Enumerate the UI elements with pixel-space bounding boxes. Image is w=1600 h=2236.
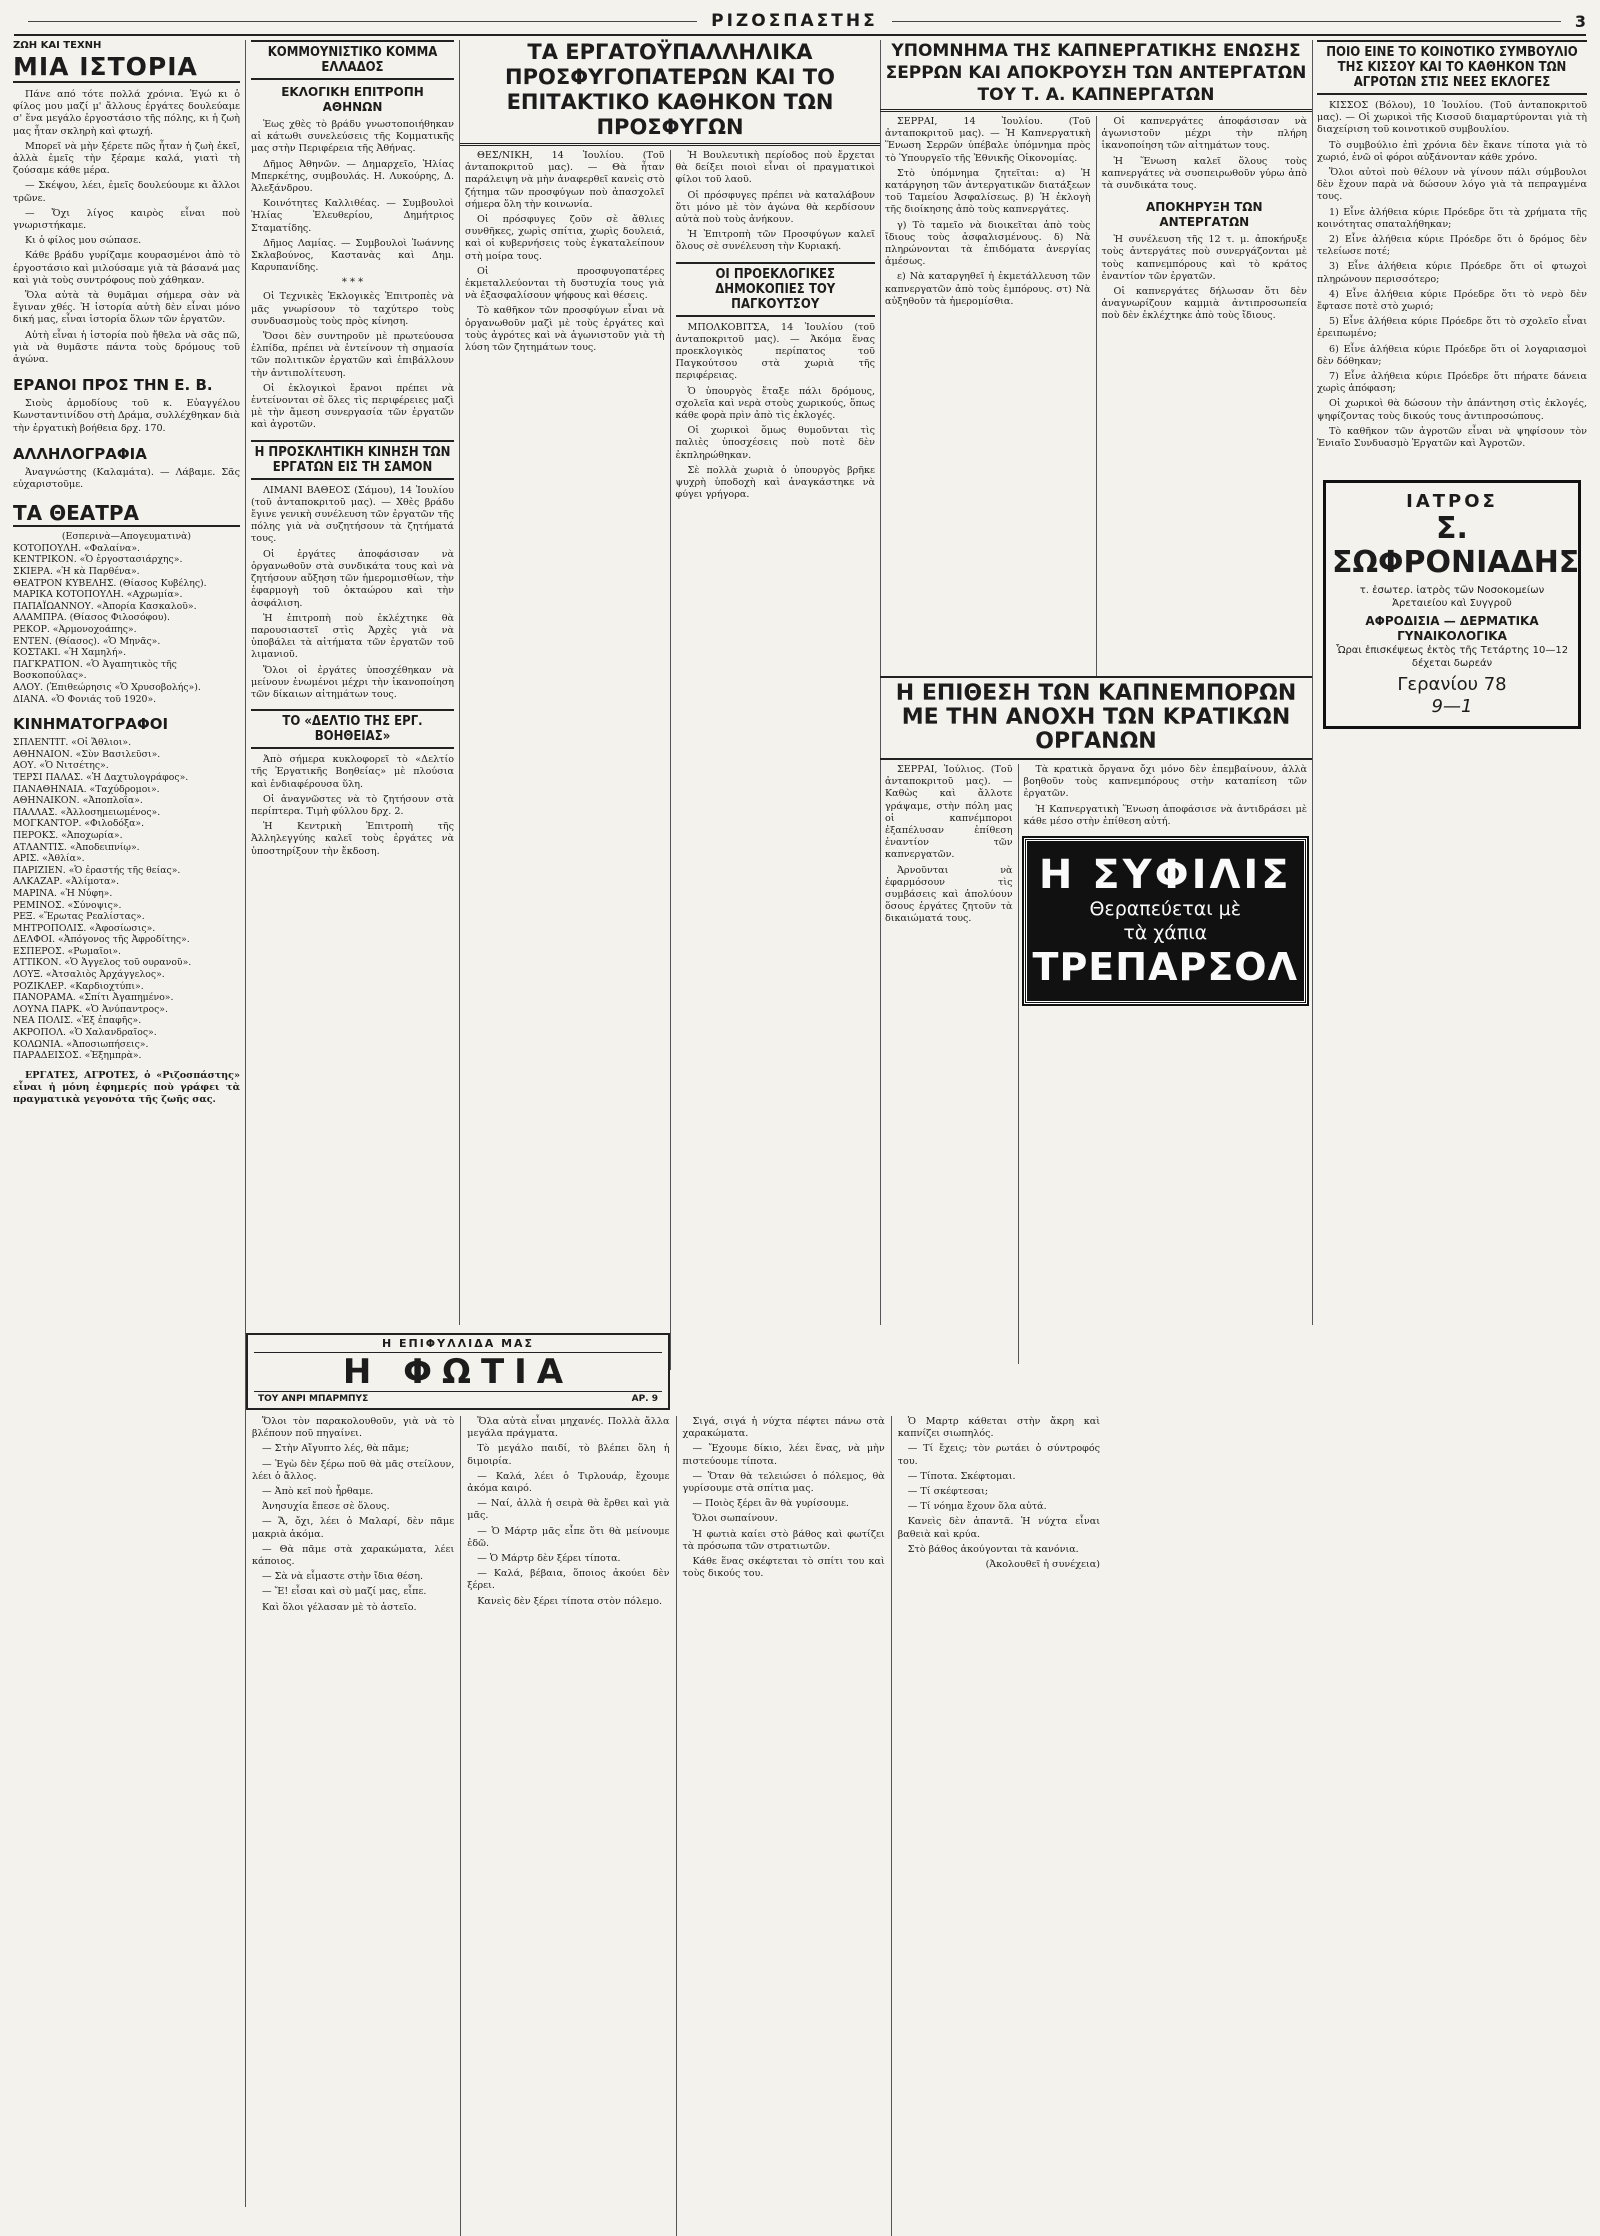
serial-line: — Ἔ! εἶσαι καὶ σὺ μαζί μας, εἶπε. <box>262 1586 427 1598</box>
list-item: ΑΟΥ. «Ὁ Νιτσέτης». <box>13 760 109 772</box>
refugees-heading: ΤΑ ΕΡΓΑΤΟΫΠΑΛΛΗΛΙΚΑ ΠΡΟΣΦΥΓΟΠΑΤΕΡΩΝ ΚΑΙ ΤΟ ΕΠΙΤΑΚΤΙΚΟ ΚΑΘΗΚΟΝ ΤΩΝ ΠΡΟΣΦΥΓΩΝ <box>460 40 880 146</box>
article-paragraph: Ὅλοι οἱ ἐργάτες ὑποσχέθηκαν νὰ μείνουν ἑνωμένοι μέχρι τὴν ἱκανοποίηση τῶν δίκαιων αἰτημάτων τους. <box>251 664 454 700</box>
serial-masthead <box>246 1333 670 1410</box>
masthead <box>14 8 1586 36</box>
article-paragraph: Οἱ καπνεργάτες δήλωσαν ὅτι δὲν ἀναγνωρίζουν καμμιὰ ἀντιπροσωπεία ποὺ δὲν ἐκλέχτηκε ἀπὸ τοὺς ἴδιους. <box>1101 286 1307 322</box>
ad-doctor-title: ΙΑΤΡΟΣ <box>1406 491 1498 513</box>
article-paragraph: Ἀπὸ σήμερα κυκλοφορεῖ τὸ «Δελτίο τῆς Ἐργατικῆς Βοηθείας» μὲ πλούσια καὶ ἐνδιαφέρουσα ὕλη. <box>251 754 454 790</box>
serial-line: Στὸ βάθος ἀκούγονται τὰ κανόνια. <box>907 1543 1079 1555</box>
column-2 <box>246 40 460 1325</box>
serial-title: Η ΦΩΤΙΑ <box>254 1352 662 1392</box>
story-paragraph: Ὅλα αὐτὰ τὰ θυμᾶμαι σήμερα σὰν νὰ ἔγιναν χθές. Ἡ ἱστορία αὐτὴ δὲν εἶναι μόνο δική μας, εἶναι ἱστορία ὅλων τῶν ἐργατῶν. <box>13 290 240 326</box>
serial-section <box>246 1333 1106 2207</box>
list-item: ΚΟΣΤΑΚΙ. «Ἡ Χαμηλή». <box>13 647 127 659</box>
serial-line: — Ὅταν θὰ τελειώσει ὁ πόλεμος, θὰ γυρίσουμε στὰ σπίτια μας. <box>682 1470 885 1495</box>
list-item: ΔΕΛΦΟΙ. «Ἀπόγονος τῆς Ἀφροδίτης». <box>13 934 190 946</box>
serial-line: — Τί νόημα ἔχουν ὅλα αὐτά. <box>907 1501 1047 1513</box>
list-item: ΕΣΠΕΡΟΣ. «Ρωμαῖοι». <box>13 945 121 957</box>
serial-col-1 <box>246 1416 461 2236</box>
article-paragraph: ΛΙΜΑΝΙ ΒΑΘΕΟΣ (Σάμου), 14 Ἰουλίου (τοῦ ἀνταποκριτοῦ μας). — Χθὲς βράδυ ἔγινε γενικὴ συνέλευση τῶν ἐργατῶν τῆς πόλης γιὰ νὰ συζητήσουν τὰ ζητήματά τους. <box>251 484 454 545</box>
article-paragraph: ΚΙΣΣΟΣ (Βόλου), 10 Ἰουλίου. (Τοῦ ἀνταποκριτοῦ μας). — Οἱ χωρικοὶ τῆς Κισσοῦ διαμαρτύρονται γιὰ τὴ διαχείριση τοῦ κοινοτικοῦ συμβουλίου. <box>1317 100 1587 136</box>
article-paragraph: Ἡ ἐπιτροπὴ ποὺ ἐκλέχτηκε θὰ παρουσιαστεῖ στὶς Ἀρχὲς γιὰ νὰ ὑποβάλει τὰ αἰτήματα τῶν ἐργατῶν τοῦ λιμανιοῦ. <box>251 612 454 661</box>
serial-line: Καὶ ὅλοι γέλασαν μὲ τὸ ἀστεῖο. <box>262 1601 417 1613</box>
merchants-col-a <box>880 764 1019 1364</box>
list-item: ΝΕΑ ΠΟΛΙΣ. «Ἐξ ἐπαφῆς». <box>13 1015 142 1027</box>
serial-line: — Ποιὸς ξέρει ἂν θὰ γυρίσουμε. <box>692 1498 849 1510</box>
article-paragraph: Τὸ καθῆκον τῶν ἀγροτῶν εἶναι νὰ ψηφίσουν τὸν Ἑνιαῖο Συνδυασμὸ Ἐργατῶν καὶ Ἀγροτῶν. <box>1317 425 1587 450</box>
list-item: ΑΤΛΑΝΤΙΣ. «Ἀποδειπνίῳ». <box>13 841 140 853</box>
story-paragraph: — Ὄχι λίγος καιρὸς εἶναι ποὺ γνωριστήκαμε. <box>13 207 240 232</box>
ad-doctor-name: Σ. ΣΩΦΡΟΝΙΑΔΗΣ <box>1332 511 1580 581</box>
list-item: ΛΟΥΞ. «Ἀτσαλιὸς Ἀρχάγγελος». <box>13 969 165 981</box>
article-paragraph: Τὰ κρατικὰ ὄργανα ὄχι μόνο δὲν ἐπεμβαίνουν, ἀλλὰ βοηθοῦν τοὺς καπνεμπόρους στὴν καταπίεση τῶν ἐργατῶν. <box>1023 764 1307 800</box>
serial-line: — Θὰ πᾶμε στὰ χαρακώματα, λέει κάποιος. <box>252 1543 455 1568</box>
list-item: ΜΑΡΙΝΑ. «Ἡ Νύφη». <box>13 887 113 899</box>
story-paragraph: Πάνε από τότε πολλά χρόνια. Ἐγώ κι ὁ φίλος μου μαζί μ' ἄλλους ἐργάτες δουλεύαμε σ' ἕνα μεγάλο ἐργοστάσιο τῆς πόλης, κι ἡ ζωὴ μας ἦταν σκληρὴ καὶ φτωχή. <box>13 89 240 137</box>
separator-stars: * * * <box>341 277 364 289</box>
list-item: ΠΑΝΑΘΗΝΑΙΑ. «Ταχύδρομοι». <box>13 783 160 795</box>
article-paragraph: 1) Εἶνε ἀλήθεια κύριε Πρόεδρε ὅτι τὰ χρήματα τῆς κοινότητας σπαταλήθηκαν; <box>1317 206 1587 230</box>
refugees-section <box>460 40 881 1325</box>
article-paragraph: Στὸ ὑπόμνημα ζητεῖται: α) Ἡ κατάργηση τῶν ἀντεργατικῶν διατάξεων τοῦ Ταμείου Ἀσφαλίσεως. β) Ἡ ἐκλογὴ τῆς διοίκησης ἀπὸ τοὺς καπνεργάτες. <box>885 167 1091 216</box>
story-paragraph: Μπορεῖ νὰ μὴν ξέρετε πῶς ἦταν ἡ ζωὴ ἐκεῖ, ἀλλὰ ἐμεῖς τὴν ξέραμε καλά, γιατὶ τὴ ζούσαμε κάθε μέρα. <box>13 140 240 177</box>
list-item: ΤΕΡΣΙ ΠΑΛΑΣ. «Ἡ Δαχτυλογράφος». <box>13 771 189 783</box>
ad-brand: ΤΡΕΠΑΡΣΟΛ <box>1032 945 1298 990</box>
story-title: ΜΙΑ ΙΣΤΟΡΙΑ <box>13 53 240 83</box>
serial-line: Κανεὶς δὲν ἀπαντᾶ. Ἡ νύχτα εἶναι βαθειὰ καὶ κρύα. <box>897 1516 1100 1540</box>
article-paragraph: Οἱ καπνεργάτες ἀποφάσισαν νὰ ἀγωνιστοῦν μέχρι τὴν πλήρη ἱκανοποίηση τῶν αἰτημάτων τους. <box>1101 116 1307 152</box>
article-paragraph: Οἱ Τεχνικὲς Ἐκλογικὲς Ἐπιτροπὲς νὰ μᾶς γνωρίσουν τὸ ταχύτερο τοὺς συνδυασμοὺς τοὺς πρὸς κίνηση. <box>251 291 454 327</box>
merchants-attack-heading: Η ΕΠΙΘΕΣΗ ΤΩΝ ΚΑΠΝΕΜΠΟΡΩΝ ΜΕ ΤΗΝ ΑΝΟΧΗ ΤΩΝ ΚΡΑΤΙΚΩΝ ΟΡΓΑΝΩΝ <box>880 676 1312 760</box>
ad-doctor-time: 9—1 <box>1431 696 1473 718</box>
list-item: ΡΕΚΟΡ. «Ἀρμονοχοάπης». <box>13 624 137 636</box>
article-paragraph: ΣΕΡΡΑΙ, 14 Ἰουλίου. (Τοῦ ἀνταποκριτοῦ μας). — Ἡ Καπνεργατικὴ Ἕνωση Σερρῶν ὑπέβαλε ὑπόμνημα πρὸς τὸ Ὑπουργεῖο τῆς Ἐθνικῆς Οἰκονομίας. <box>885 116 1091 164</box>
article-paragraph: Ὅλοι αὐτοὶ ποὺ θέλουν νὰ γίνουν πάλι σύμβουλοι δὲν ἔχουν παρὰ νὰ δώσουν λόγο γιὰ τὰ πεπραγμένα τους. <box>1317 167 1587 203</box>
list-item: ΔΙΑΝΑ. «Ὁ Φονιάς τοῦ 1920». <box>13 693 157 705</box>
article-paragraph: Ἡ Ἐπιτροπὴ τῶν Προσφύγων καλεῖ ὅλους σὲ συνέλευση τὴν Κυριακή. <box>675 229 875 253</box>
party-subheading: ΕΚΛΟΓΙΚΗ ΕΠΙΤΡΟΠΗ ΑΘΗΝΩΝ <box>281 85 424 114</box>
article-paragraph: Δῆμος Λαμίας. — Συμβουλοὶ Ἰωάννης Σκλαβούνος, Καστανὰς καὶ Δημ. Καρυπανίδης. <box>251 237 454 274</box>
ad-line: τὰ χάπια <box>1123 922 1208 945</box>
article-paragraph: Οἱ ἐκλογικοὶ ἔρανοι πρέπει νὰ ἐντείνονται σὲ ὅλες τὶς περιφέρειες μαζὶ μὲ τὴν ἄμεση συνεργασία τῶν ἐργατῶν καὶ ἀγροτῶν. <box>251 382 454 431</box>
serial-line: Ἀνησυχία ἔπεσε σὲ ὅλους. <box>262 1501 390 1513</box>
theatres-heading: ΤΑ ΘΕΑΤΡΑ <box>13 501 240 527</box>
list-item: ΘΕΑΤΡΟΝ ΚΥΒΕΛΗΣ. (Θίασος Κυβέλης). <box>13 577 207 589</box>
ad-doctor-specialty: ΑΦΡΟΔΙΣΙΑ — ΔΕΡΜΑΤΙΚΑ ΓΥΝΑΙΚΟΛΟΓΙΚΑ <box>1365 614 1539 644</box>
article-paragraph: 4) Εἶνε ἀλήθεια κύριε Πρόεδρε ὅτι τὸ νερὸ δὲν ἔφτασε ποτὲ στὸ χωριό; <box>1317 288 1587 313</box>
tobacco-col-a <box>880 116 1097 676</box>
footer-note: ΕΡΓΑΤΕΣ, ΑΓΡΟΤΕΣ, ὁ «Ριζοσπάστης» εἶναι ἡ μόνη ἐφημερίς ποὺ γράφει τὰ πραγματικὰ γεγονότα τῆς ζωῆς σας. <box>13 1069 240 1106</box>
list-item: ΡΕΜΙΝΟΣ. «Σύνοψις». <box>13 899 122 911</box>
party-heading: ΚΟΜΜΟΥΝΙΣΤΙΚΟ ΚΟΜΜΑ ΕΛΛΑΔΟΣ <box>251 40 454 80</box>
tobacco-heading: ΥΠΟΜΝΗΜΑ ΤΗΣ ΚΑΠΝΕΡΓΑΤΙΚΗΣ ΕΝΩΣΗΣ ΣΕΡΡΩΝ ΚΑΙ ΑΠΟΚΡΟΥΣΗ ΤΩΝ ΑΝΤΕΡΓΑΤΩΝ ΤΟΥ Τ. Α. ΚΑΠΝΕΡΓΑΤΩΝ <box>880 40 1312 112</box>
serial-line: — Τίποτα. Σκέφτομαι. <box>907 1470 1016 1482</box>
list-item: ΠΑΡΙΖΙΕΝ. «Ὁ ἐραστής τῆς θείας». <box>13 864 181 876</box>
article-paragraph: Ὅσοι δὲν συντηροῦν μὲ πρωτεύουσα ἐλπίδα, πρέπει νὰ ἐντείνουν τὴ σημασία τῶν πολιτικῶν ἐργατῶν καὶ ἐπιβάλλουν τὴν ἀντιπολίτευση. <box>251 331 454 379</box>
article-paragraph: Οἱ πρόσφυγες ζοῦν σὲ ἄθλιες συνθῆκες, χωρὶς σπίτια, χωρὶς δουλειά, καὶ οἱ κυβερνήσεις τοὺς ἐγκαταλείπουν στὴ μοίρα τους. <box>465 214 665 262</box>
list-item: ΚΟΤΟΠΟΥΛΗ. «Φαλαίνα». <box>13 542 140 554</box>
serial-label: Η ΕΠΙΦΥΛΛΙΔΑ ΜΑΣ <box>381 1337 535 1350</box>
serial-col-2 <box>461 1416 676 2236</box>
serial-line: Τὸ μεγάλο παιδί, τὸ βλέπει ὅλη ἡ διμοιρία. <box>467 1443 670 1467</box>
serial-line: — Ἔχουμε δίκιο, λέει ἕνας, νὰ μὴν πιστεύουμε τίποτα. <box>682 1443 885 1467</box>
article-paragraph: Οἱ χωρικοὶ θὰ δώσουν τὴν ἀπάντηση στὶς ἐκλογές, ψηφίζοντας τοὺς δικούς τους ἀντιπροσώπους. <box>1317 398 1587 422</box>
denunciation-subheading: ΑΠΟΚΗΡΥΞΗ ΤΩΝ ΑΝΤΕΡΓΑΤΩΝ <box>1145 200 1263 230</box>
serial-line: — Καλά, λέει ὁ Τιρλουάρ, ἔχουμε ἀκόμα καιρό. <box>467 1470 670 1495</box>
list-item: ΠΑΝΟΡΑΜΑ. «Σπίτι Ἀγαπημένο». <box>13 992 174 1004</box>
article-paragraph: Σὲ πολλὰ χωριὰ ὁ ὑπουργὸς βρῆκε ψυχρὴ ὑποδοχὴ καὶ ἀναγκάστηκε νὰ φύγει γρήγορα. <box>675 464 875 501</box>
tobacco-section <box>880 40 1313 1325</box>
refugees-col-a <box>460 150 671 1370</box>
mail-text: Ἀναγνώστης (Καλαμάτα). — Λάβαμε. Σᾶς εὐχαριστοῦμε. <box>13 466 240 491</box>
serial-line: — Ἀπὸ κεῖ ποὺ ἦρθαμε. <box>262 1486 374 1498</box>
list-item: ΜΟΓΚΑΝΤΟΡ. «Φιλοδόξα». <box>13 818 145 830</box>
article-paragraph: ΘΕΣ/ΝΙΚΗ, 14 Ἰουλίου. (Τοῦ ἀνταποκριτοῦ μας). — Θὰ ἦταν παράλειψη νὰ μὴν ἀναφερθεῖ κανεὶς στὸ ζήτημα τῶν προσφύγων ποὺ ἀπασχολεῖ σήμερα ὅλη τὴν κοινωνία. <box>465 150 665 210</box>
serial-line: Ὅλοι σωπαίνουν. <box>692 1513 778 1525</box>
serial-line: Ὅλα αὐτὰ εἶναι μηχανές. Πολλὰ ἄλλα μεγάλα πράγματα. <box>467 1416 670 1440</box>
list-item: ΠΑΠΑΪΩΑΝΝΟΥ. «Ἀπορία Κασκαλοῦ». <box>13 600 197 612</box>
list-item: ΑΤΤΙΚΟΝ. «Ὁ Ἀγγελος τοῦ ουρανοῦ». <box>13 957 192 969</box>
story-paragraph: Αὐτὴ εἶναι ἡ ἱστορία ποὺ ἤθελα νὰ σᾶς πῶ, γιὰ νὰ θυμᾶστε πάντα τοὺς δρόμους τοῦ ἀγώνα. <box>13 329 240 366</box>
list-item: ΑΘΗΝΑΙΚΟΝ. «Ἀποπλοΐα». <box>13 795 143 807</box>
ad-doctor-hours: Ὧραι ἐπισκέψεως ἐκτὸς τῆς Τετάρτης 10—12 δέχεται δωρεάν <box>1335 645 1569 670</box>
list-item: ΚΕΝΤΡΙΚΟΝ. «Ὁ ἐργοστασιάρχης». <box>13 554 183 566</box>
column-5 <box>1312 40 1592 2207</box>
list-item: ΑΡΙΣ. «Ἀθλία». <box>13 853 85 865</box>
serial-line: — Ἄ, ὄχι, λέει ὁ Μαλαρί, δὲν πᾶμε μακριὰ ἀκόμα. <box>252 1516 455 1540</box>
cinemas-list <box>13 737 240 1062</box>
article-paragraph: Κοινότητες Καλλιθέας. — Συμβουλοὶ Ἠλίας Ἐλευθερίου, Δημήτριος Σταματίδης. <box>251 198 454 234</box>
article-paragraph: Οἱ ἀναγνῶστες νὰ τὸ ζητήσουν στὰ περίπτερα. Τιμὴ φύλλου δρχ. 2. <box>251 793 454 817</box>
serial-line: Κανεὶς δὲν ξέρει τίποτα στὸν πόλεμο. <box>477 1595 663 1607</box>
list-item: ΣΚΙΕΡΑ. «Ἡ κὰ Παρθένα». <box>13 566 140 578</box>
article-paragraph: 3) Εἶνε ἀλήθεια κύριε Πρόεδρε ὅτι οἱ φτωχοὶ πληρώνουν περισσότερο; <box>1317 261 1587 285</box>
list-item: ΠΕΡΟΚΣ. «Ἀποχωρία». <box>13 829 123 841</box>
serial-line: Ὅλοι τὸν παρακολουθοῦν, γιὰ νὰ τὸ βλέπουν ποῦ πηγαίνει. <box>252 1416 455 1440</box>
ad-headline: Η ΣΥΦΙΛΙΣ <box>1038 852 1292 899</box>
article-paragraph: γ) Τὸ ταμεῖο νὰ διοικεῖται ἀπὸ τοὺς ἴδιους τοὺς ἀσφαλισμένους. δ) Νὰ πληρώνονται τὰ ἐπιδόματα ἀνεργίας ἀμέσως. <box>885 219 1091 268</box>
theatres-subheading: (Εσπερινὰ—Απογευματινὰ) <box>61 531 192 543</box>
serial-author: ΤΟΥ ΑΝΡΙ ΜΠΑΡΜΠΥΣ <box>258 1394 369 1404</box>
article-paragraph: Τὸ καθῆκον τῶν προσφύγων εἶναι νὰ ὀργανωθοῦν μαζὶ μὲ τοὺς ἐργάτες καὶ τοὺς ἀγρότες καὶ νὰ ἀγωνιστοῦν γιὰ τὴ λύση τῶν ζητημάτων τους. <box>465 305 665 354</box>
kissos-heading: ΠΟΙΟ ΕΙΝΕ ΤΟ ΚΟΙΝΟΤΙΚΟ ΣΥΜΒΟΥΛΙΟ ΤΗΣ ΚΙΣΣΟΥ ΚΑΙ ΤΟ ΚΑΘΗΚΟΝ ΤΩΝ ΑΓΡΟΤΩΝ ΣΤΙΣ ΝΕΕΣ ΕΚΛΟΓΕΣ <box>1317 40 1587 95</box>
serial-col-4 <box>892 1416 1106 2236</box>
ad-doctor-address: Γερανίου 78 <box>1397 674 1507 696</box>
article-paragraph: Οἱ πρόσφυγες πρέπει νὰ καταλάβουν ὅτι μόνο μὲ τὸν ἀγώνα θὰ κερδίσουν αὐτὰ ποὺ τοὺς ἀνήκουν. <box>675 189 875 226</box>
merchants-columns <box>880 764 1312 1364</box>
article-paragraph: Ἡ Κεντρικὴ Ἐπιτροπὴ τῆς Ἀλληλεγγύης καλεῖ τοὺς ἐργάτες νὰ ὑποστηρίξουν τὴν ἔκδοση. <box>251 821 454 857</box>
serial-byline-row <box>248 1394 668 1404</box>
article-paragraph: Ἡ συνέλευση τῆς 12 τ. μ. ἀποκήρυξε τοὺς ἀντεργάτες ποὺ συνεργάζονται μὲ τοὺς καπνεμπόρους καὶ τὸ κράτος ἐναντίον τῶν ἐργατῶν. <box>1101 234 1307 282</box>
article-paragraph: Δῆμος Ἀθηνῶν. — Δημαρχεῖο, Ἠλίας Μπερκέτης, συμβουλάς. Η. Λυκούρης, Δ. Ἀλεξάνδρου. <box>251 158 454 195</box>
cinemas-heading: ΚΙΝΗΜΑΤΟΓΡΑΦΟΙ <box>13 715 169 734</box>
serial-line: — Καλά, βέβαια, ὅποιος ἀκούει δὲν ξέρει. <box>467 1568 670 1592</box>
article-paragraph: Ἡ Ἕνωση καλεῖ ὅλους τοὺς καπνεργάτες νὰ συσπειρωθοῦν γύρω ἀπὸ τὰ συνδικάτα τους. <box>1101 155 1307 192</box>
eranoi-text: Σιοὺς ἀρμοδίους τοῦ κ. Εὐαγγέλου Κωνσταντινίδου στὴ Δράμα, συλλέχθηκαν διὰ τὴν ἐργατικὴ βοήθεια δρχ. 170. <box>13 398 240 434</box>
serial-line: Ὁ Μαρτρ κάθεται στὴν ἄκρη καὶ καπνίζει σιωπηλός. <box>897 1416 1100 1440</box>
list-item: ΡΕΞ. «Ἔρωτας Ρεαλίστας». <box>13 911 145 923</box>
list-item: ΑΘΗΝΑΙΟΝ. «Σὺν Βασιλεῦσι». <box>13 748 161 760</box>
list-item: ΜΗΤΡΟΠΟΛΙΣ. «Ἀφοσίωσις». <box>13 922 156 934</box>
serial-continued-note: (Ἀκολουθεῖ ἡ συνέχεια) <box>985 1559 1100 1571</box>
list-item: ΚΟΛΩΝΙΑ. «Ἀποσιωπήσεις». <box>13 1038 149 1050</box>
masthead-rule-right <box>892 21 1561 22</box>
ad-line: Θεραπεύεται μὲ <box>1089 898 1242 921</box>
article-paragraph: Ἡ Καπνεργατικὴ Ἕνωση ἀποφάσισε νὰ ἀντιδράσει μὲ κάθε μέσο στὴν ἐπίθεση αὐτή. <box>1023 803 1307 827</box>
article-paragraph: ΜΠΟΛΚΟΒΙΤΣΑ, 14 Ἰουλίου (τοῦ ἀνταποκριτοῦ μας). — Ἀκόμα ἕνας προεκλογικὸς περίπατος τοῦ Παγκούτσου στὰ χωριὰ τῆς περιφέρειας. <box>675 321 875 382</box>
serial-line: Σιγά, σιγά ἡ νύχτα πέφτει πάνω στὰ χαρακώματα. <box>682 1416 885 1440</box>
serial-line: — Τί ἔχεις; τὸν ρωτάει ὁ σύντροφός του. <box>897 1443 1100 1467</box>
article-paragraph: Ἀρνοῦνται νὰ ἐφαρμόσουν τὶς συμβάσεις καὶ ἀπολύουν ὅσους ἐργάτες ζητοῦν τὰ δικαιώματά τους. <box>885 864 1013 925</box>
list-item: ΑΛΚΑΖΑΡ. «Ἀλίμοτα». <box>13 876 120 888</box>
article-paragraph: 5) Εἶνε ἀλήθεια κύριε Πρόεδρε ὅτι τὸ σχολεῖο εἶναι ἐρειπωμένο; <box>1317 316 1587 340</box>
serial-number: ΑΡ. 9 <box>631 1394 658 1404</box>
section-kicker: ΖΩΗ ΚΑΙ ΤΕΧΝΗ <box>13 40 102 51</box>
list-item: ΑΛΑΜΠΡΑ. (Θίασος Φιλοσόφου). <box>13 612 170 624</box>
serial-line: Ἡ φωτιὰ καίει στὸ βάθος καὶ φωτίζει τὰ πρόσωπα τῶν στρατιωτῶν. <box>682 1528 885 1552</box>
list-item: ΕΝΤΕΝ. (Θίασος). «Ὁ Μηνᾶς». <box>13 635 161 647</box>
list-item: ΛΟΥΝΑ ΠΑΡΚ. «Ὁ Ἀνύπαντρος». <box>13 1003 168 1015</box>
masthead-rule-left <box>28 21 697 22</box>
story-paragraph: Κι ὁ φίλος μου σώπασε. <box>25 235 142 247</box>
theatres-list <box>13 543 240 705</box>
article-paragraph: Τὸ συμβούλιο ἐπὶ χρόνια δὲν ἔκανε τίποτα γιὰ τὸ χωριό, ἐνῶ οἱ φόροι αὐξάνονταν κάθε χρόνο. <box>1317 139 1587 163</box>
serial-line: Κάθε ἕνας σκέφτεται τὸ σπίτι του καὶ τοὺς δικούς του. <box>682 1556 885 1580</box>
page-number: 3 <box>1574 11 1586 31</box>
serial-line: — Στὴν Αἴγυπτο λές, θὰ πᾶμε; <box>262 1443 410 1455</box>
serial-line: — Ναί, ἀλλὰ ἡ σειρὰ θὰ ἔρθει καὶ γιὰ μᾶς. <box>467 1498 670 1522</box>
list-item: ΠΑΡΑΔΕΙΣΟΣ. «Ἐξημπρὰ». <box>13 1050 142 1062</box>
article-paragraph: 6) Εἶνε ἀλήθεια κύριε Πρόεδρε ὅτι οἱ λογαριασμοὶ δὲν δόθηκαν; <box>1317 343 1587 367</box>
article-paragraph: 2) Εἶνε ἀλήθεια κύριε Πρόεδρε ὅτι ὁ δρόμος δὲν τελείωσε ποτέ; <box>1317 234 1587 258</box>
list-item: ΠΑΛΛΑΣ. «Ἀλλοσημειωμένος». <box>13 806 161 818</box>
article-paragraph: Οἱ προσφυγοπατέρες ἐκμεταλλεύονται τὴ δυστυχία τους γιὰ νὰ ἐξασφαλίσουν ψήφους καὶ θέσεις. <box>465 265 665 302</box>
list-item: ΠΑΓΚΡΑΤΙΟΝ. «Ὁ Ἀγαπητικὸς τῆς Βοσκοπούλας». <box>13 658 177 682</box>
article-paragraph: Οἱ χωρικοὶ ὅμως θυμοῦνται τὶς παλιὲς ὑποσχέσεις ποὺ ποτὲ δὲν ἐκπληρώθηκαν. <box>675 425 875 461</box>
article-paragraph: Ἐως χθὲς τὸ βράδυ γνωστοποιήθηκαν αἱ κάτωθι συνελεύσεις τῆς Κομματικῆς μας στὴν Περιφέρεια τῆς Ἀθήνας. <box>251 119 454 155</box>
list-item: ΑΚΡΟΠΟΛ. «Ὁ Χαλανδραῖος». <box>13 1027 157 1039</box>
story-paragraph: Κάθε βράδυ γυρίζαμε κουρασμένοι ἀπὸ τὸ ἐργοστάσιο καὶ μιλούσαμε γιὰ τὰ βάσανά μας καὶ γιὰ τοὺς συντρόφους ποὺ χάθηκαν. <box>13 250 240 286</box>
serial-line: — Ὁ Μάρτρ μᾶς εἶπε ὅτι θὰ μείνουμε ἐδῶ. <box>467 1525 670 1549</box>
article-paragraph: Ἡ Βουλευτικὴ περίοδος ποὺ ἔρχεται θὰ δείξει ποιοὶ εἶναι οἱ πραγματικοὶ φίλοι τοῦ λαοῦ. <box>675 150 875 186</box>
trepparsol-advertisement <box>1024 838 1307 1004</box>
list-item: ΑΛΟΥ. (Ἐπιθεώρησις «Ὁ Χρυσοβολής»). <box>13 682 201 693</box>
serial-col-3 <box>677 1416 892 2236</box>
tobacco-col-b <box>1097 116 1313 676</box>
merchants-col-b <box>1019 764 1312 1364</box>
refugees-columns <box>460 150 880 1370</box>
pangoutsos-heading: ΟΙ ΠΡΟΕΚΛΟΓΙΚΕΣ ΔΗΜΟΚΟΠΙΕΣ ΤΟΥ ΠΑΓΚΟΥΤΣΟΥ <box>676 262 876 317</box>
article-paragraph: ΣΕΡΡΑΙ, Ἰούλιος. (Τοῦ ἀνταποκριτοῦ μας). — Καθὼς καὶ ἄλλοτε γράψαμε, στὴν πόλη μας οἱ καπνέμποροι ἐξαπέλυσαν ἐπίθεση ἐναντίον τῶν καπνεργατῶν. <box>885 764 1013 861</box>
mail-heading: ΑΛΛΗΛΟΓΡΑΦΙΑ <box>13 444 147 463</box>
story-paragraph: — Σκέψου, λέει, ἐμεῖς δουλεύουμε κι ἄλλοι τρῶνε. <box>13 180 240 204</box>
doctor-advertisement <box>1323 480 1581 729</box>
eranoi-heading: ΕΡΑΝΟΙ ΠΡΟΣ ΤΗΝ Ε. Β. <box>13 376 213 395</box>
list-item: ΣΠΛΕΝΤΙΤ. «Οἱ Ἄθλιοι». <box>13 737 132 749</box>
refugees-col-b <box>671 150 881 1370</box>
serial-line: — Ὁ Μάρτρ δὲν ξέρει τίποτα. <box>477 1553 621 1565</box>
tobacco-columns <box>880 116 1312 676</box>
article-paragraph: ε) Νὰ καταργηθεῖ ἡ ἐκμετάλλευση τῶν καπνεργατῶν ἀπὸ τοὺς ἐμπόρους. στ) Νὰ αὐξηθοῦν τὰ ἡμερομίσθια. <box>885 271 1091 307</box>
list-item: ΜΑΡΙΚΑ ΚΟΤΟΠΟΥΛΗ. «Αχρωμία». <box>13 589 183 601</box>
ad-doctor-desc: τ. ἐσωτερ. ἰατρὸς τῶν Νοσοκομείων Ἀρεταιείου καὶ Συγγροῦ <box>1359 585 1545 610</box>
article-paragraph: 7) Εἶνε ἀλήθεια κύριε Πρόεδρε ὅτι πήρατε δάνεια χωρὶς ἀπόφαση; <box>1317 371 1587 395</box>
column-1 <box>8 40 246 2207</box>
serial-line: — Σὰ νὰ εἶμαστε στὴν ἴδια θέση. <box>262 1571 424 1583</box>
bulletin-heading: ΤΟ «ΔΕΛΤΙΟ ΤΗΣ ΕΡΓ. ΒΟΗΘΕΙΑΣ» <box>251 709 454 749</box>
samos-heading: Η ΠΡΟΣΚΛΗΤΙΚΗ ΚΙΝΗΣΗ ΤΩΝ ΕΡΓΑΤΩΝ ΕΙΣ ΤΗ ΣΑΜΟΝ <box>251 440 454 480</box>
serial-columns <box>246 1416 1106 2236</box>
serial-line: — Ἐγὼ δὲν ξέρω ποῦ θὰ μᾶς στείλουν, λέει ὁ ἄλλος. <box>252 1458 455 1482</box>
article-paragraph: Οἱ ἐργάτες ἀποφάσισαν νὰ ὀργανωθοῦν στὰ συνδικάτα τους καὶ νὰ ζητήσουν αὔξηση τῶν ἡμερομισθίων, τὴν ἐφαρμογὴ τοῦ ὀκταώρου καὶ τὴν ἀσφάλιση. <box>251 548 454 609</box>
article-paragraph: Ὁ ὑπουργὸς ἔταξε πάλι δρόμους, σχολεῖα καὶ νερὰ στοὺς χωρικούς, ὅπως κάθε φορὰ πρὶν ἀπὸ τὶς ἐκλογές. <box>675 385 875 422</box>
newspaper-name: ΡΙΖΟΣΠΑΣΤΗΣ <box>711 11 878 31</box>
serial-line: — Τί σκέφτεσαι; <box>907 1486 989 1498</box>
list-item: ΡΟΖΙΚΛΕΡ. «Καρδιοχτύπι». <box>13 980 144 992</box>
